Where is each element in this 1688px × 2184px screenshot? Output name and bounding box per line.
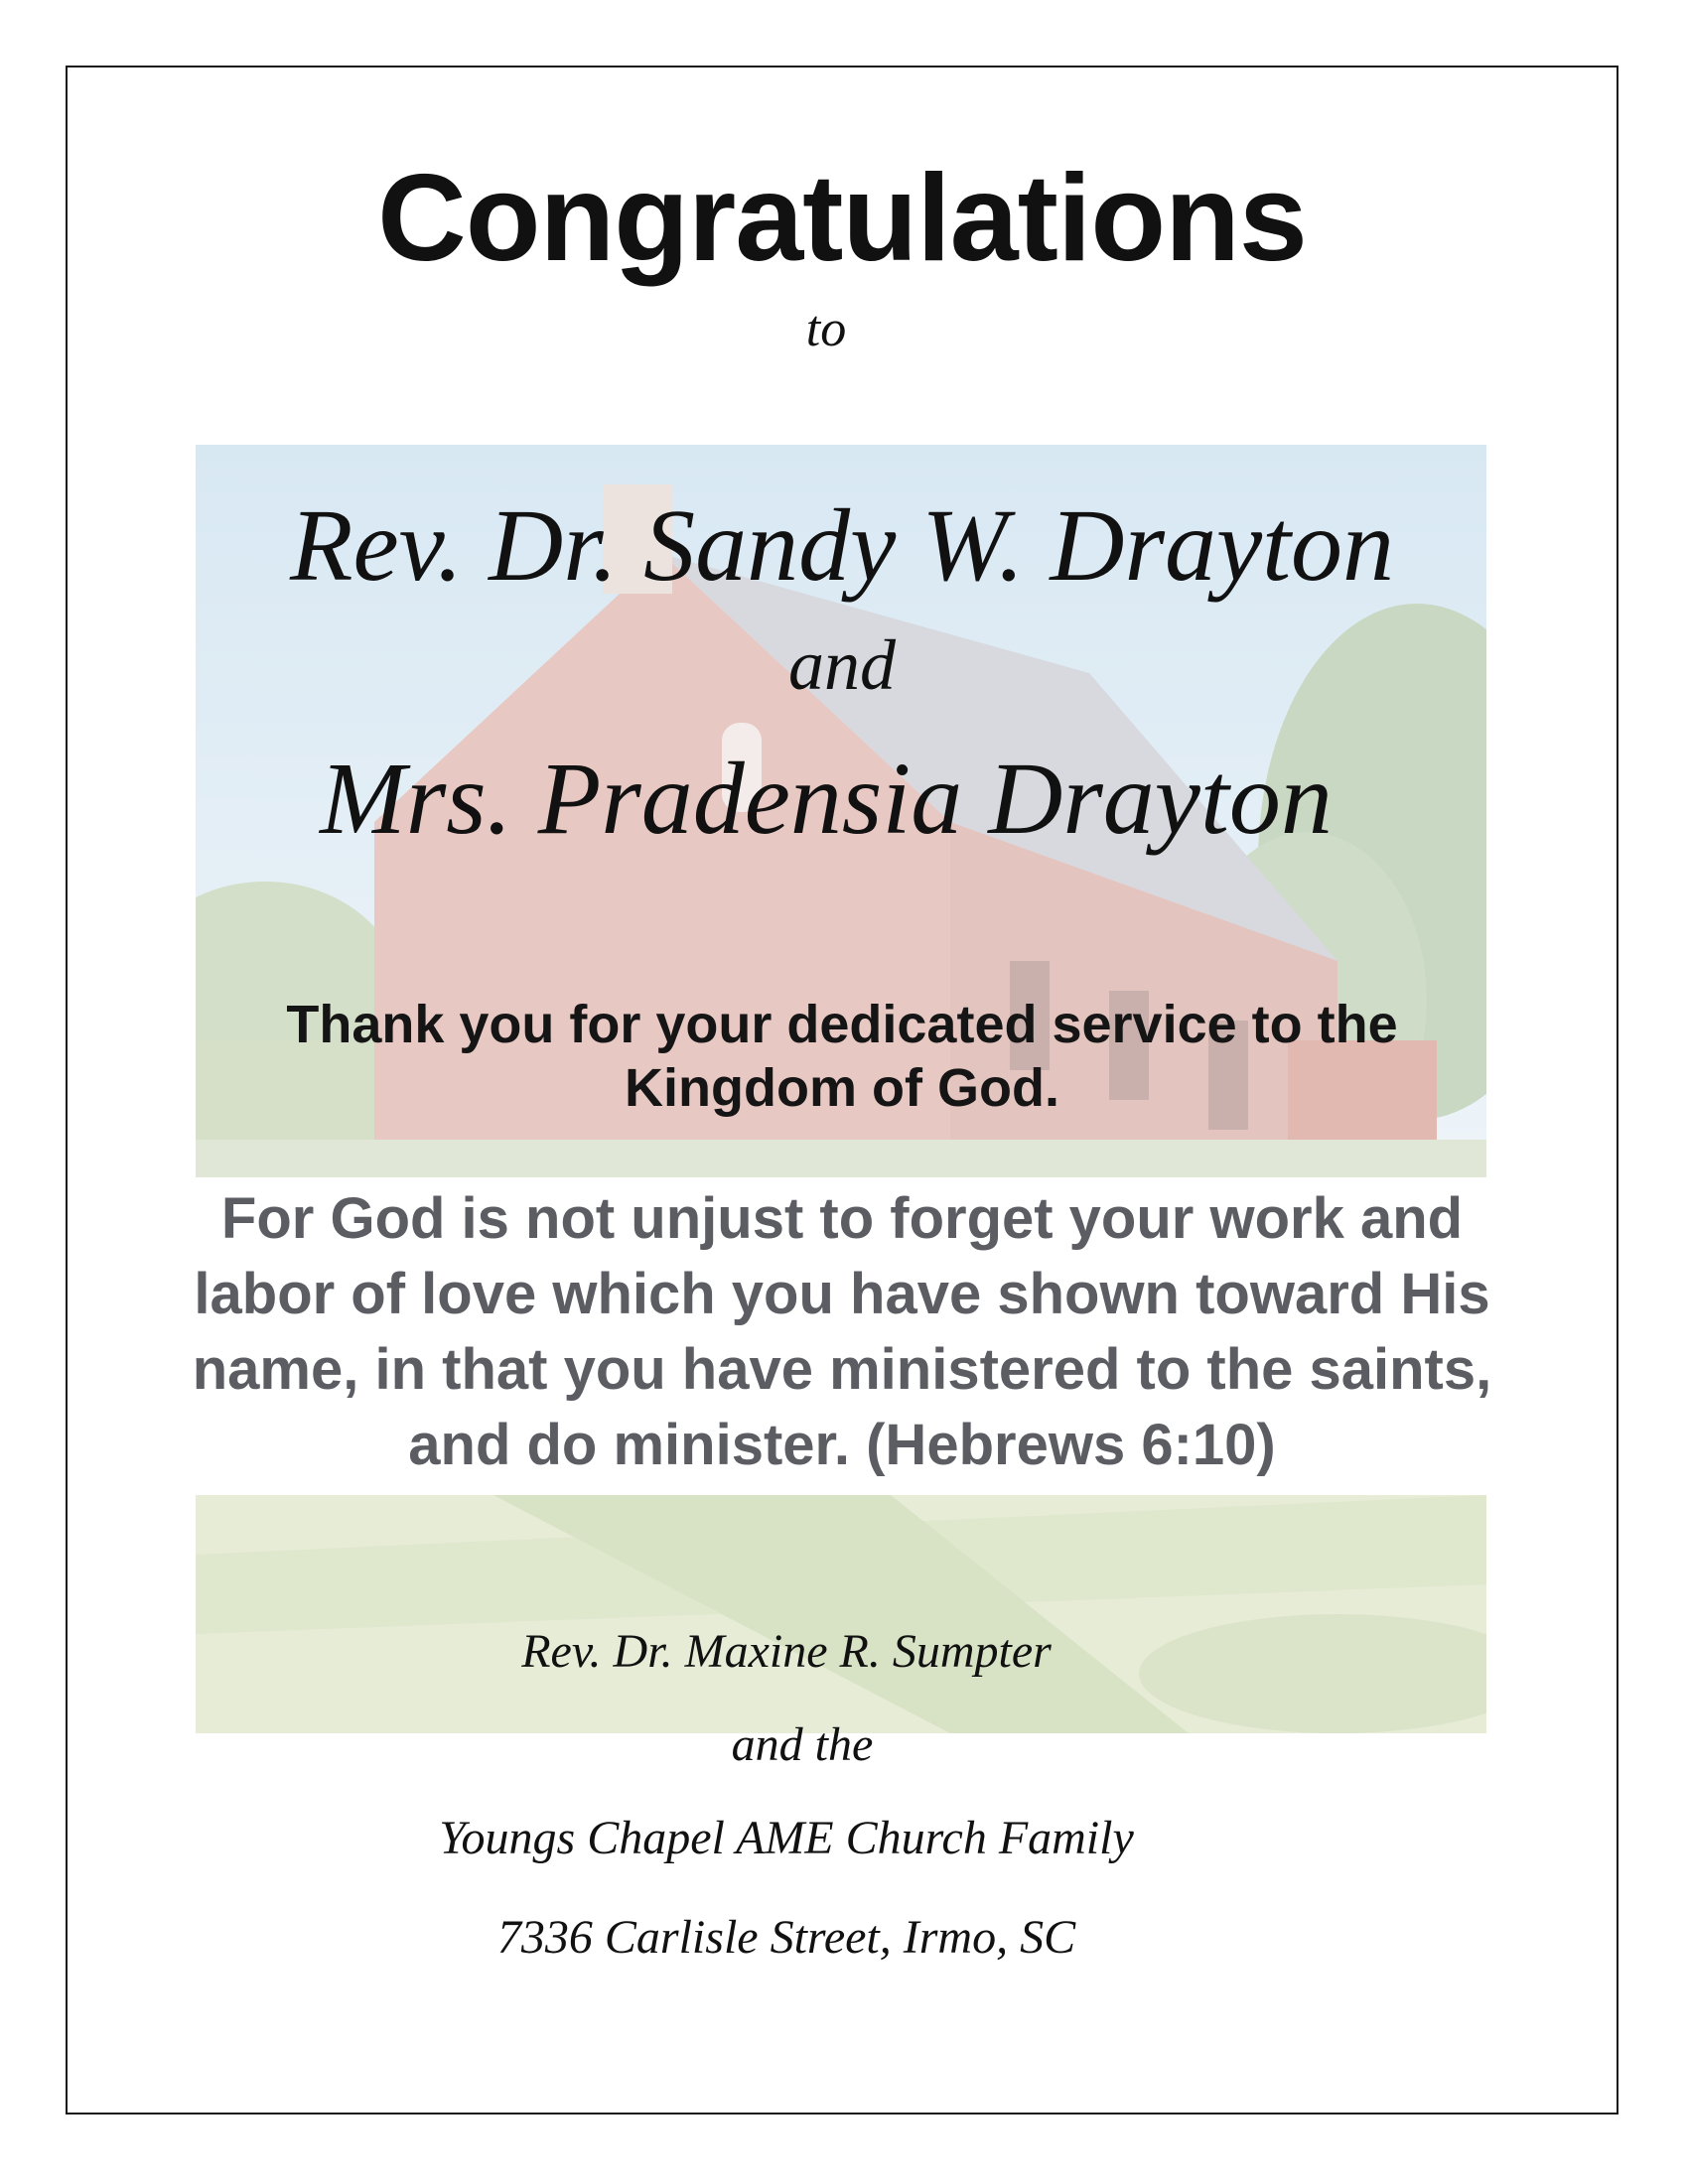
verse-line: and do minister. (Hebrews 6:10) (408, 1413, 1276, 1477)
honoree-name-1: Rev. Dr. Sandy W. Drayton (289, 488, 1395, 603)
heading-congratulations: Congratulations (377, 150, 1307, 287)
thank-you-line: Kingdom of God. (625, 1058, 1059, 1118)
church-address: 7336 Carlisle Street, Irmo, SC (496, 1911, 1076, 1964)
conjunction-and: and (788, 625, 896, 705)
and-the-text: and the (731, 1718, 874, 1771)
verse-line: For God is not unjust to forget your work and (220, 1186, 1464, 1251)
pastor-name: Rev. Dr. Maxine R. Sumpter (521, 1625, 1052, 1678)
scripture-verse (66, 1181, 1618, 1483)
honoree-name-2: Mrs. Pradensia Drayton (320, 742, 1333, 856)
to-word: to (805, 301, 847, 357)
verse-line: labor of love which you have shown toward His (194, 1262, 1490, 1326)
thank-you-line: Thank you for your dedicated service to the (286, 995, 1398, 1054)
verse-line: name, in that you have ministered to the saints, (192, 1337, 1492, 1402)
church-family-name: Youngs Chapel AME Church Family (439, 1812, 1134, 1864)
lawn-photo-background (196, 1495, 1486, 1733)
thank-you-message (66, 993, 1618, 1120)
